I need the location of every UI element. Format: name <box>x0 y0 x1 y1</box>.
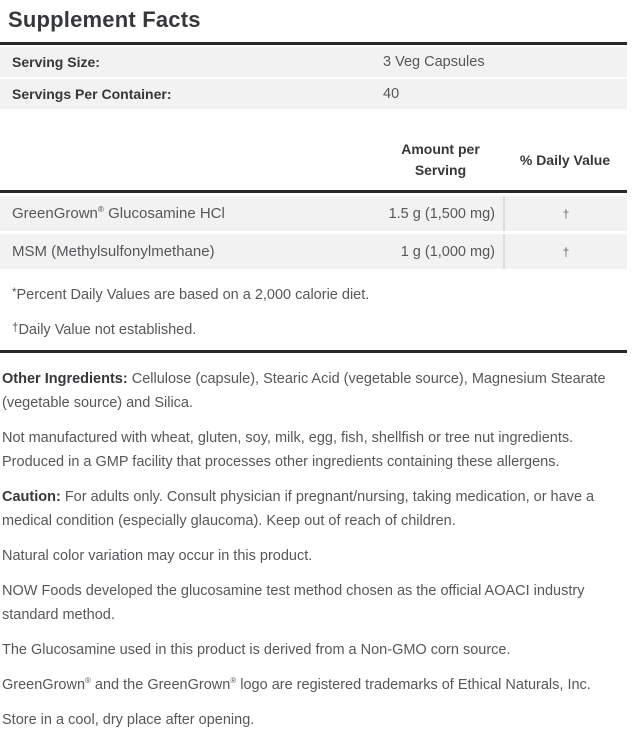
other-ingredients-label: Other Ingredients: <box>2 370 128 387</box>
divider-table-header-rule <box>0 190 627 193</box>
nutrient-table-header <box>0 139 627 190</box>
nutrient-name-text: GreenGrown® Glucosamine HCl <box>12 205 225 222</box>
storage-paragraph: Store in a cool, dry place after opening. <box>2 711 255 728</box>
registered-trademark-symbol: ® <box>97 205 104 214</box>
table-row-glucosamine <box>0 196 627 231</box>
caution-label: Caution: <box>2 488 61 505</box>
serving-size-label: Serving Size: <box>12 54 100 70</box>
divider-bottom-rule <box>0 350 627 353</box>
serving-size-value: 3 Veg Capsules <box>383 54 485 70</box>
trademark-paragraph: GreenGrown® and the GreenGrown® logo are registered trademarks of Ethical Naturals, Inc. <box>2 675 591 693</box>
caution-text: For adults only. Consult physician if pregnant/nursing, taking medication, or have a medical condition (especially glaucoma). Keep out of reach of children. <box>2 488 595 529</box>
non-gmo-paragraph: The Glucosamine used in this product is derived from a Non-GMO corn source. <box>2 641 511 658</box>
registered-trademark-symbol: ® <box>230 675 237 685</box>
nutrient-daily-value: † <box>503 234 627 269</box>
nutrient-daily-value: † <box>503 196 627 231</box>
other-ingredients-paragraph <box>2 367 626 415</box>
asterisk-marker: * <box>12 286 17 299</box>
daily-value-header: % Daily Value <box>519 152 611 168</box>
notes-section <box>0 367 627 732</box>
color-variation-paragraph: Natural color variation may occur in this product. <box>2 547 313 564</box>
caution-paragraph <box>2 485 626 533</box>
servings-per-container-row <box>0 79 627 109</box>
serving-size-row <box>0 47 627 77</box>
amount-per-serving-header <box>333 139 503 181</box>
servings-per-container-label: Servings Per Container: <box>12 86 172 102</box>
footnote-percent-daily-values <box>0 283 627 305</box>
servings-per-container-value: 40 <box>383 86 400 102</box>
allergen-paragraph: Not manufactured with wheat, gluten, soy, milk, egg, fish, shellfish or tree nut ingredients. Produced in a GMP facility that processes other ingredients containing these allergens. <box>2 429 574 470</box>
nutrient-name: MSM (Methylsulfonylmethane) <box>12 243 215 260</box>
nutrient-name <box>0 196 333 231</box>
footnote-text: Daily Value not established. <box>18 321 197 338</box>
dagger-marker: † <box>12 320 19 334</box>
footnote-daily-value-not-established <box>0 318 627 340</box>
nutrient-amount: 1.5 g (1,500 mg) <box>388 205 495 222</box>
other-ingredients-text: Cellulose (capsule), Stearic Acid (vegetable source), Magnesium Stearate (vegetable source) and Silica. <box>2 370 606 411</box>
footnote-text: Percent Daily Values are based on a 2,000 calorie diet. <box>16 286 370 303</box>
amount-per-serving-header-line2: Serving <box>414 162 467 178</box>
nutrient-amount: 1 g (1,000 mg) <box>400 243 495 260</box>
divider-top-rule <box>0 42 627 45</box>
page-title: Supplement Facts <box>8 7 201 32</box>
registered-trademark-symbol: ® <box>85 675 91 685</box>
test-method-paragraph: NOW Foods developed the glucosamine test method chosen as the official AOACI industry standard method. <box>2 582 585 623</box>
table-row-msm <box>0 234 627 269</box>
amount-per-serving-header-line1: Amount per <box>401 141 480 157</box>
